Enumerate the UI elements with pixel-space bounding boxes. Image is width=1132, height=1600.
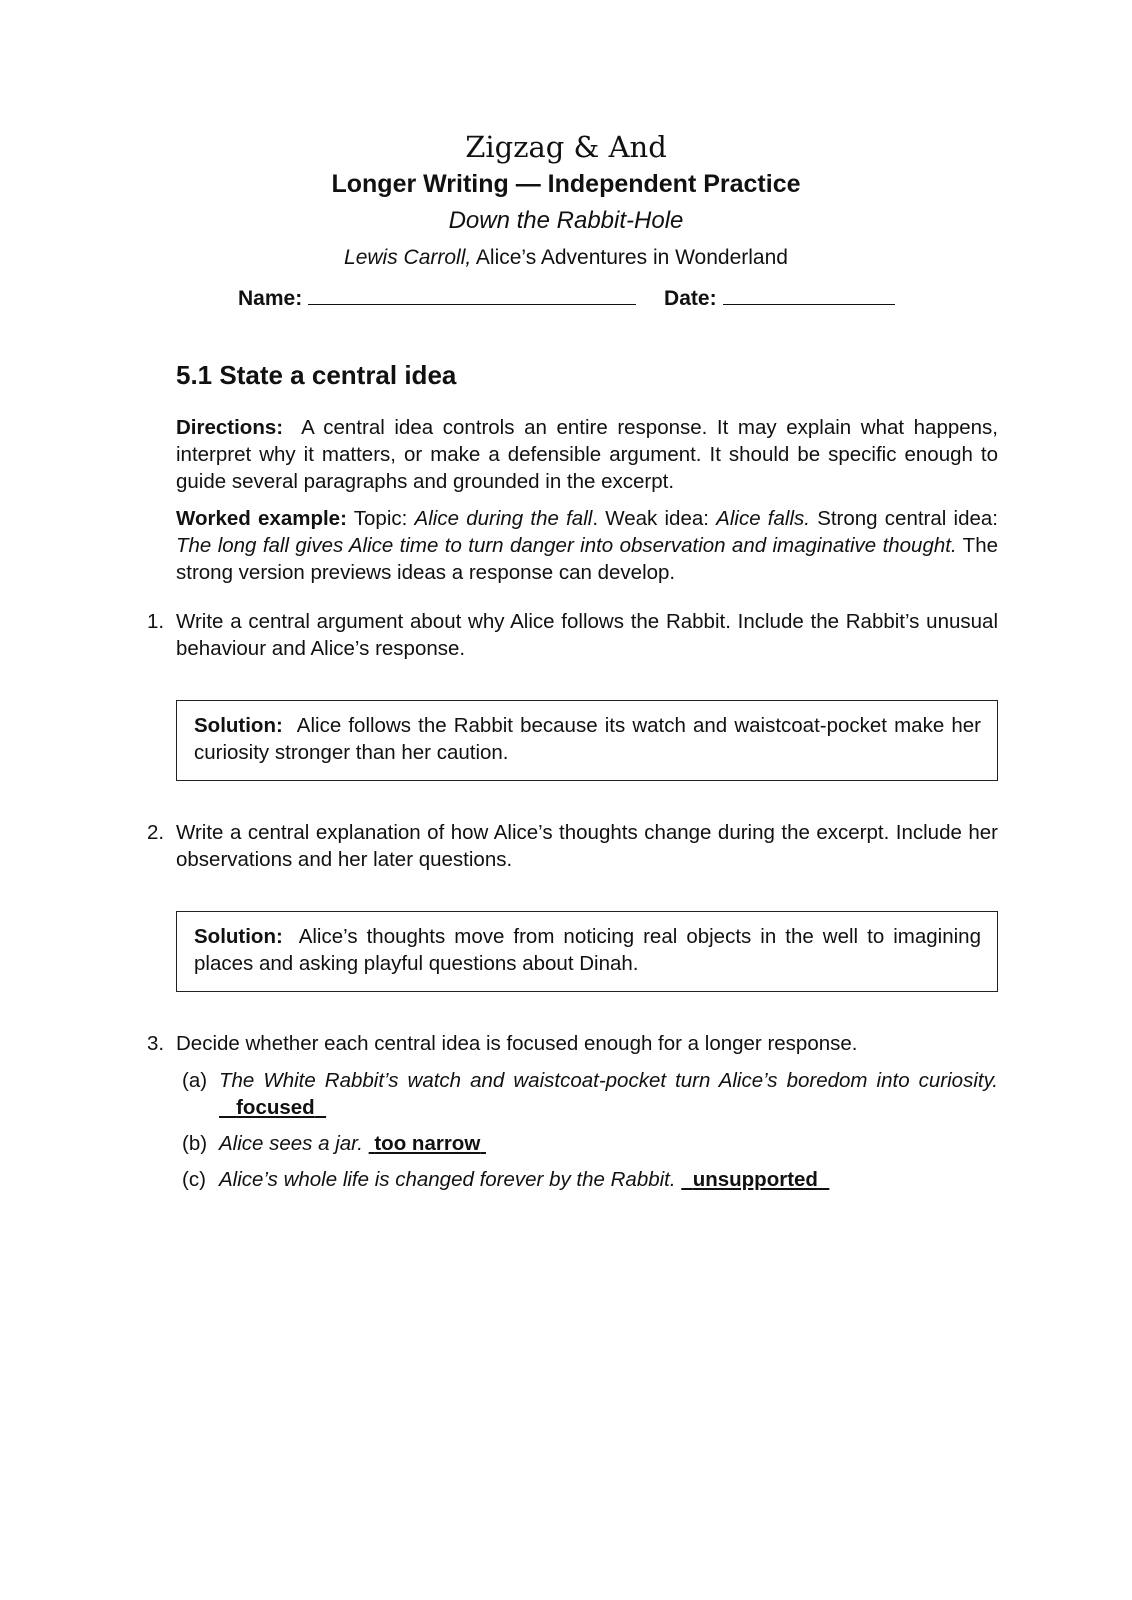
question-text: Write a central explanation of how Alice’s thoughts change during the excerpt. Include her observations and her later questions.: [176, 821, 998, 871]
question-1: [147, 608, 998, 781]
solution-text: Alice’s thoughts move from noticing real objects in the well to imagining places and asking playful questions about Dinah.: [194, 925, 981, 975]
solution-label: Solution:: [194, 714, 283, 737]
example-strong-idea: The long fall gives Alice time to turn danger into observation and imaginative thought.: [176, 534, 957, 557]
directions-text: A central idea controls an entire response. It may explain what happens, interpret why it matters, or make a defensible argument. It should be specific enough to guide several paragraphs and grounded in the excerpt.: [176, 416, 999, 493]
section-heading: 5.1 State a central idea: [176, 360, 457, 390]
source-line: [0, 240, 1132, 276]
subpart-b: [176, 1130, 998, 1157]
worksheet-content: [147, 358, 999, 1202]
subpart-c: [176, 1166, 998, 1193]
weak-idea-label: . Weak idea:: [592, 507, 709, 530]
question-2: [147, 819, 998, 992]
solution-label: Solution:: [194, 925, 283, 948]
worksheet-header: [0, 128, 1132, 276]
example-topic: Alice during the fall: [414, 507, 593, 530]
question-3: [147, 1030, 998, 1193]
example-weak-idea: Alice falls.: [716, 507, 810, 530]
answer-text: too narrow: [374, 1132, 481, 1155]
solution-box: [176, 700, 998, 781]
worksheet-title: Longer Writing — Independent Practice: [331, 170, 801, 198]
topic-label: Topic:: [353, 507, 408, 530]
question-number: 2.: [147, 821, 165, 844]
example-tail: The strong version previews ideas a response can develop.: [176, 534, 998, 584]
name-label: Name:: [238, 287, 303, 310]
subpart-label: (a): [182, 1069, 208, 1092]
answer-blank: [369, 1132, 486, 1155]
directions-label: Directions:: [176, 416, 284, 439]
author-name: Lewis Carroll,: [344, 246, 472, 269]
question-number: 3.: [147, 1032, 165, 1055]
excerpt-title: Down the Rabbit-Hole: [448, 207, 684, 234]
answer-blank: [681, 1168, 829, 1191]
subpart-label: (b): [182, 1132, 208, 1155]
worked-example-label: Worked example:: [176, 507, 347, 530]
question-number: 1.: [147, 610, 165, 633]
date-label: Date:: [664, 287, 717, 310]
solution-text: Alice follows the Rabbit because its watch and waistcoat-pocket make her curiosity stronger than her caution.: [194, 714, 981, 764]
subpart-text: Alice’s whole life is changed forever by the Rabbit.: [219, 1168, 676, 1191]
subpart-a: [176, 1067, 998, 1121]
subpart-label: (c): [182, 1168, 206, 1191]
question-text: Write a central argument about why Alice follows the Rabbit. Include the Rabbit’s unusual behaviour and Alice’s response.: [176, 610, 998, 660]
answer-text: unsupported: [692, 1168, 818, 1191]
worked-example: [176, 505, 998, 586]
solution-box: [176, 911, 998, 992]
name-date-row: [238, 282, 898, 311]
subpart-text: The White Rabbit’s watch and waistcoat-pocket turn Alice’s boredom into curiosity.: [219, 1069, 998, 1092]
answer-blank: [219, 1096, 326, 1119]
strong-idea-label: Strong central idea:: [817, 507, 998, 530]
question-text: Decide whether each central idea is focused enough for a longer response.: [176, 1032, 858, 1055]
answer-text: focused: [236, 1096, 315, 1119]
brand-name: Zigzag & And: [465, 130, 667, 164]
date-field[interactable]: [723, 282, 895, 305]
subpart-list: [176, 1067, 998, 1193]
work-title: Alice’s Adventures in Wonderland: [471, 246, 788, 269]
directions: [176, 414, 998, 495]
question-list: [147, 608, 998, 1193]
subpart-text: Alice sees a jar.: [219, 1132, 363, 1155]
name-field[interactable]: [308, 282, 636, 305]
